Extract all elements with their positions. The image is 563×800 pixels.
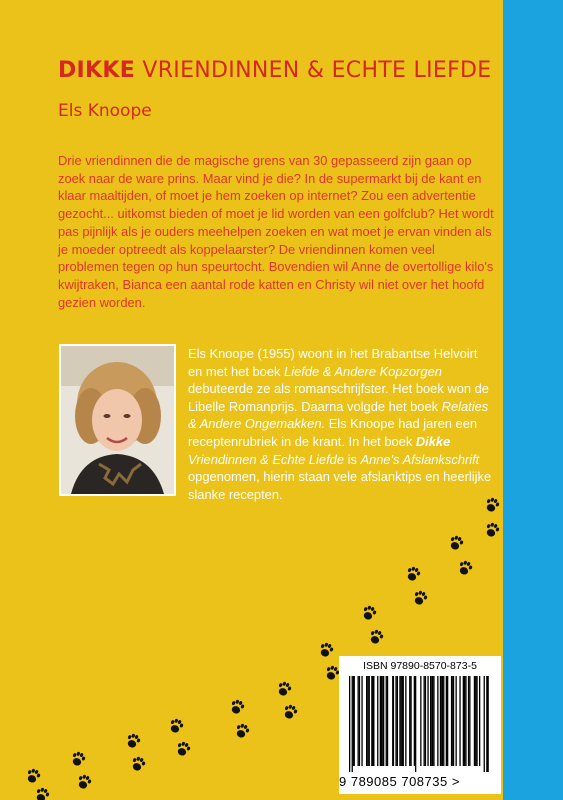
barcode-bar	[401, 676, 402, 766]
bio-text-5: opgenomen, hierin staan vele afslanktips en heerlijke slanke recepten.	[188, 469, 492, 502]
barcode-bar	[367, 676, 368, 766]
bio-book-3-rest: Vriendinnen & Echte Liefde	[188, 451, 344, 467]
barcode-bar	[479, 676, 480, 766]
paw-print-icon	[361, 604, 378, 621]
paw-print-icon	[125, 732, 142, 749]
title-bold: DIKKE	[58, 58, 136, 83]
blurb-text: Drie vriendinnen die de magische grens van 30 gepasseerd zijn gaan op zoek naar de ware prins. Maar vind je die? In de supermarkt bij de kant en klaar maaltijden, of moet je hem zoeken op internet? Zou een advertentie gezocht... uitkomst bieden of moet je lid worden van een golfclub? Het wordt pas pijnlijk als je ouders meehelpen zoeken en wat moet je ervan vinden als je moeder optreedt als koppelaarster? De vriendinnen komen veel problemen tegen op hun speurtocht. Bovendien wil Anne de overtollige kilo's kwijtraken, Bianca een aantal rode katten en Christy wil niet over het hoofd gezien worden.	[58, 153, 494, 310]
paw-print-icon	[276, 680, 293, 697]
isbn-label: ISBN 97890-8570-873-5	[363, 660, 477, 672]
bio-book-3-bold: Dikke	[415, 433, 451, 449]
barcode-bar	[387, 676, 388, 766]
barcode-bar	[474, 676, 475, 766]
bio-book-2: Relaties & Andere Ongemakken.	[188, 398, 489, 432]
barcode-bar	[381, 676, 382, 766]
barcode-bar	[392, 676, 394, 766]
barcode-bar	[409, 676, 410, 766]
barcode-bar	[488, 676, 489, 772]
paw-print-icon	[229, 698, 246, 715]
barcode-bar	[373, 676, 375, 766]
paw-print-icon	[234, 722, 251, 739]
barcode-bar	[465, 676, 466, 766]
barcode-bar	[405, 676, 406, 766]
barcode-bar	[402, 676, 404, 766]
barcode-bar	[420, 676, 421, 766]
barcode-bar	[349, 676, 350, 772]
barcode-bar	[361, 676, 362, 766]
barcode-bar	[386, 676, 387, 766]
barcode-bar	[463, 676, 464, 766]
paw-print-icon	[25, 767, 42, 784]
barcode-bar	[377, 676, 378, 766]
bio-text-2: debuteerde ze als romanschrijfster. Het boek won de Libelle Romanprijs. Daarna volgde het boek	[188, 381, 489, 414]
barcode-bar	[437, 676, 438, 766]
barcode-bar	[424, 676, 425, 766]
paw-print-icon	[457, 559, 474, 576]
paw-print-icon	[412, 589, 429, 606]
author-name: Els Knoope	[58, 101, 152, 121]
barcode-bar	[430, 676, 431, 766]
paw-print-icon	[484, 496, 501, 513]
barcode-bar	[352, 676, 353, 772]
barcode-digits: 9 789085 708735 >	[339, 774, 460, 789]
barcode-bar	[415, 676, 416, 772]
barcode-bar	[486, 676, 487, 772]
bio-text-1: Els Knoope (1955) woont in het Brabantse Helvoirt en met het boek	[188, 346, 478, 379]
title-rest: VRIENDINNEN & ECHTE LIEFDE	[135, 58, 492, 83]
barcode-bar	[397, 676, 398, 766]
barcode-bar	[464, 676, 465, 766]
barcode-panel	[339, 656, 501, 794]
paw-print-icon	[405, 565, 422, 582]
paw-print-icon	[34, 786, 51, 800]
barcode-bar	[453, 676, 454, 766]
barcode-bar	[359, 676, 360, 766]
paw-print-icon	[318, 641, 335, 658]
barcode-bar	[451, 676, 453, 766]
bio-book-4: Anne's Afslankschrift	[360, 451, 480, 467]
barcode-bar	[427, 676, 428, 766]
paw-print-icon	[484, 521, 501, 538]
barcode-bar	[382, 676, 384, 766]
paw-print-icon	[368, 628, 385, 645]
barcode-bar	[414, 676, 415, 766]
paw-print-icon	[168, 717, 185, 734]
barcode-bar	[440, 676, 441, 766]
bio-text-4: is	[344, 451, 361, 467]
barcode-bar	[484, 676, 485, 772]
barcode-bar	[456, 676, 457, 766]
barcode-bar	[358, 676, 359, 766]
paw-print-icon	[130, 755, 147, 772]
barcode-bar	[459, 676, 460, 766]
barcode-bar	[443, 676, 444, 766]
paw-print-icon	[76, 773, 93, 790]
barcode-bar	[447, 676, 448, 766]
paw-print-icon	[70, 750, 87, 767]
barcode-bar	[446, 676, 447, 766]
barcode-bar	[399, 676, 400, 766]
barcode-bar	[475, 676, 476, 766]
barcode-bar	[380, 676, 381, 766]
paw-print-icon	[175, 740, 192, 757]
barcode-bar	[431, 676, 433, 766]
barcode-bar	[366, 676, 367, 766]
bio-text-3: Els Knoope had jaren een receptenrubriek in de krant. In het boek	[188, 416, 478, 449]
barcode-bar	[476, 676, 477, 766]
barcode-bar	[369, 676, 370, 766]
barcode-bars	[347, 676, 493, 772]
barcode-bar	[371, 676, 372, 766]
paw-print-icon	[282, 703, 299, 720]
barcode-bar	[410, 676, 411, 766]
barcode-bar	[468, 676, 469, 766]
bio-book-1: Liefde & Andere Kopzorgen	[284, 363, 442, 379]
paw-print-icon	[448, 534, 465, 551]
barcode-bar	[395, 676, 396, 766]
barcode-bar	[425, 676, 426, 766]
barcode-bar	[433, 676, 434, 766]
barcode-bar	[469, 676, 470, 766]
barcode-bar	[441, 676, 443, 766]
barcode-bar	[353, 676, 355, 766]
